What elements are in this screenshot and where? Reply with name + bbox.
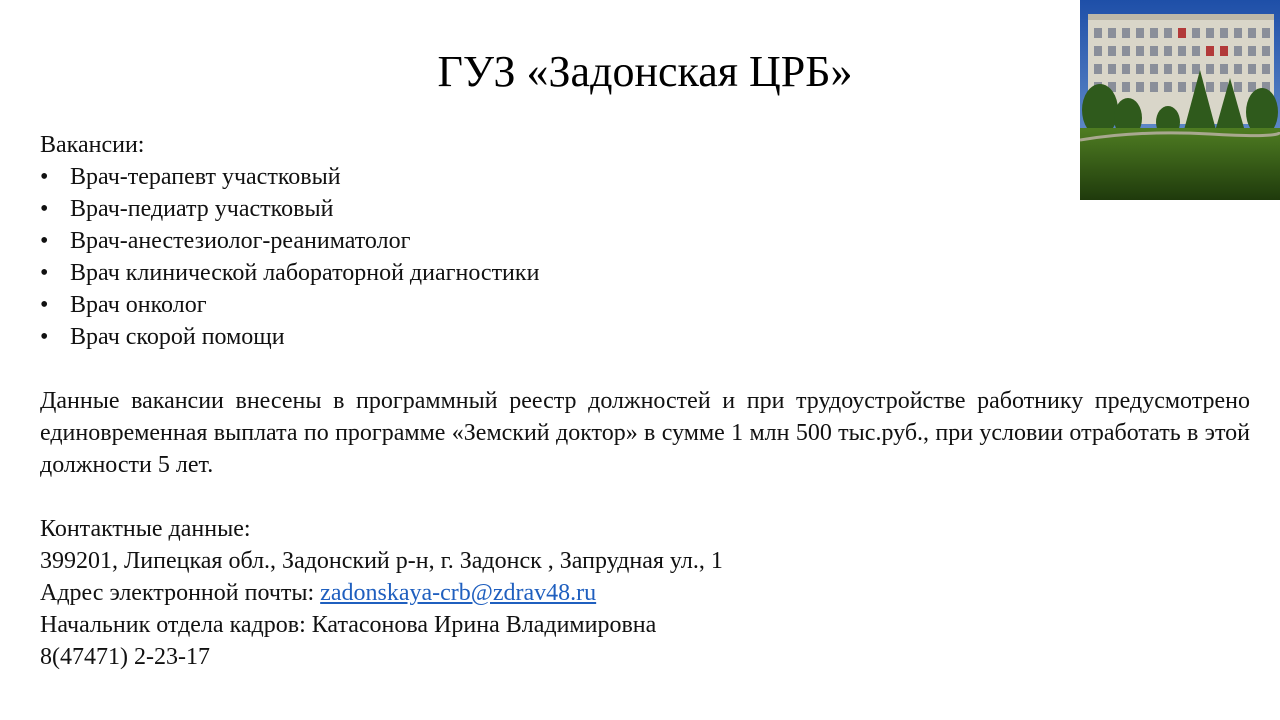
vacancy-label: Врач клинической лабораторной диагностики	[70, 260, 540, 286]
list-item	[40, 289, 1250, 321]
vacancies-list	[40, 161, 1250, 353]
email-link[interactable]: zadonskaya-crb@zdrav48.ru	[320, 580, 597, 606]
vacancy-label: Врач-анестезиолог-реаниматолог	[70, 228, 411, 254]
bullet: •	[40, 260, 49, 286]
list-item	[40, 321, 1250, 353]
email-label: Адрес электронной почты:	[40, 580, 321, 606]
contacts-heading: Контактные данные:	[40, 516, 251, 542]
bullet: •	[40, 196, 49, 222]
bullet: •	[40, 228, 49, 254]
list-item	[40, 193, 1250, 225]
program-paragraph: Данные вакансии внесены в программный реестр должностей и при трудоустройстве работнику предусмотрено единовременная выплата по программе «Земский доктор» в сумме 1 млн 500 тыс.руб., при условии отработать в этой должности 5 лет.	[40, 388, 1250, 478]
slide-body	[40, 129, 1250, 673]
vacancies-heading: Вакансии:	[40, 132, 145, 158]
contacts-address: 399201, Липецкая обл., Задонский р-н, г. Задонск , Запрудная ул., 1	[40, 548, 723, 574]
vacancy-label: Врач-педиатр участковый	[70, 196, 334, 222]
bullet: •	[40, 164, 49, 190]
contacts-hr-head: Начальник отдела кадров: Катасонова Ирина Владимировна	[40, 612, 657, 638]
vacancy-label: Врач-терапевт участковый	[70, 164, 341, 190]
vacancy-label: Врач скорой помощи	[70, 324, 285, 350]
contacts-block	[40, 513, 1250, 673]
list-item	[40, 225, 1250, 257]
bullet: •	[40, 292, 49, 318]
bullet: •	[40, 324, 49, 350]
list-item	[40, 161, 1250, 193]
vacancy-label: Врач онколог	[70, 292, 207, 318]
contacts-email-line	[40, 577, 1250, 609]
page-title: ГУЗ «Задонская ЦРБ»	[437, 47, 853, 96]
list-item	[40, 257, 1250, 289]
contacts-phone: 8(47471) 2-23-17	[40, 644, 210, 670]
